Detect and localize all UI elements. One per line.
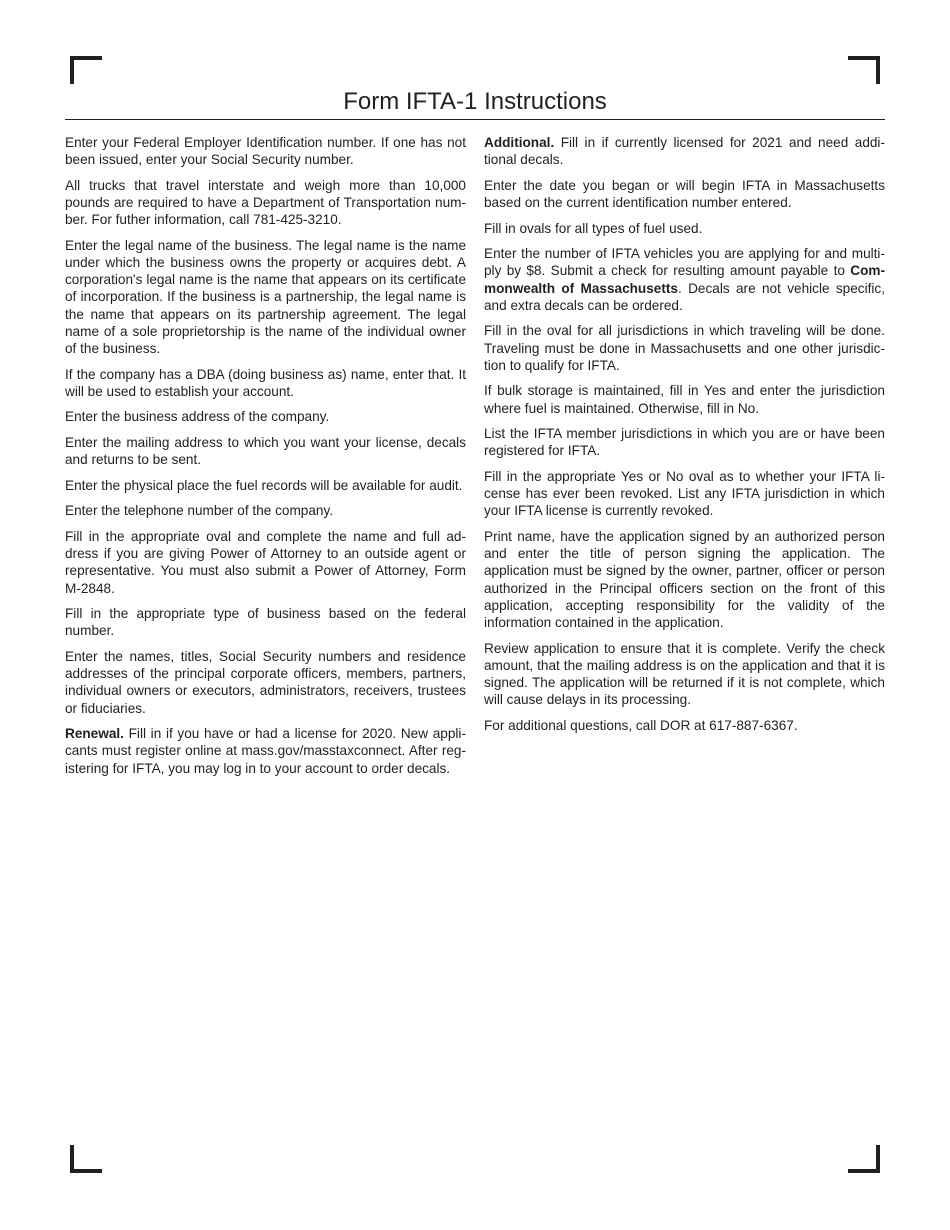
page-title: Form IFTA-1 Instructions: [343, 88, 607, 115]
instruction-paragraph: Enter the physical place the fuel records will be available for audit.: [65, 477, 463, 493]
instruction-paragraph: If the company has a DBA (doing business as) name, enter that. It will be used to establish your account.: [65, 366, 466, 399]
instruction-paragraph: Print name, have the application signed by an authorized person and enter the title of person signing the application. The application must be signed by the owner, partner, officer or person authorized in the Principal officers section on the front of this application, accepting responsibility for the validity of the information contained in the application.: [484, 528, 885, 630]
instruction-paragraph: Enter the names, titles, Social Security numbers and residence addresses of the principal corporate officers, members, partners, individual owners or executors, administrators, receivers, trustees or fiduciaries.: [65, 648, 466, 716]
contact-paragraph: For additional questions, call DOR at 617-887-6367.: [484, 717, 798, 733]
additional-label: Additional.: [484, 135, 555, 150]
vehicles-text-b: . Decals are not vehicle specific, and extra decals can be ordered.: [484, 280, 885, 313]
crop-mark-bottom-left: [70, 1145, 102, 1173]
payee-name: Commonwealth of Massachusetts: [484, 263, 885, 296]
instruction-paragraph: Enter the mailing address to which you want your license, decals and returns to be sent.: [65, 435, 466, 468]
renewal-label: Renewal.: [65, 726, 124, 742]
instruction-paragraph: If bulk storage is maintained, fill in Yes and enter the jurisdiction where fuel is maintained. Otherwise, fill in No.: [484, 383, 885, 416]
instruction-paragraph: Fill in ovals for all types of fuel used.: [484, 220, 703, 236]
crop-mark-top-right: [848, 56, 880, 84]
instruction-paragraph: Enter the date you began or will begin IFTA in Massachusetts based on the current identification number entered.: [484, 177, 885, 210]
instruction-paragraph: Fill in the appropriate oval and complete the name and full address if you are giving Power of Attorney to an outside agent or representative. You must also submit a Power of Attorney, Form M-2848.: [65, 528, 466, 596]
crop-mark-top-left: [70, 56, 102, 84]
additional-text: Fill in if currently licensed for 2021 and need additional decals.: [484, 135, 885, 168]
left-column: [65, 134, 466, 785]
instruction-paragraph: Enter the legal name of the business. The legal name is the name under which the business owns the property or acquires debt. A corporation's legal name is the name that appears on its certificate of incorporation. If the business is a partnership, the legal name is the name that appears on its partnership agreement. The legal name of a sole proprietorship is the name of the individual owner of the business.: [65, 237, 466, 357]
instruction-paragraph: Review application to ensure that it is complete. Verify the check amount, that the mailing address is on the application and that it is signed. The application will be returned if it is not complete, which will cause delays in its processing.: [484, 640, 885, 708]
instruction-paragraph: Fill in the appropriate Yes or No oval as to whether your IFTA license has ever been revoked. List any IFTA jurisdiction in which your IFTA license is currently revoked.: [484, 468, 885, 519]
title-divider: [65, 119, 885, 120]
instruction-paragraph: All trucks that travel interstate and weigh more than 10,000 pounds are required to have a Department of Transportation number. For futher information, call 781-425-3210.: [65, 177, 466, 228]
vehicles-text-a: Enter the number of IFTA vehicles you are applying for and multiply by $8. Submit a check for resulting amount payable to: [484, 246, 885, 279]
right-column: [484, 134, 885, 742]
renewal-paragraph: [65, 725, 466, 777]
vehicles-paragraph: [484, 245, 885, 314]
instruction-paragraph: Enter the business address of the company.: [65, 409, 330, 425]
renewal-text: Fill in if you have or had a license for 2020. New applicants must register online at mass.gov/masstaxconnect. After registering for IFTA, you may log in to your account to order decals.: [65, 726, 466, 776]
instruction-paragraph: Enter your Federal Employer Identification number. If one has not been issued, enter your Social Security number.: [65, 135, 466, 168]
instruction-paragraph: List the IFTA member jurisdictions in which you are or have been registered for IFTA.: [484, 426, 885, 459]
additional-paragraph: [484, 134, 885, 168]
crop-mark-bottom-right: [848, 1145, 880, 1173]
instruction-paragraph: Enter the telephone number of the company.: [65, 503, 334, 519]
instruction-paragraph: Fill in the appropriate type of business based on the federal number.: [65, 606, 466, 639]
instruction-paragraph: Fill in the oval for all jurisdictions in which traveling will be done. Traveling must be done in Massachusetts and one other jurisdiction to qualify for IFTA.: [484, 323, 885, 373]
